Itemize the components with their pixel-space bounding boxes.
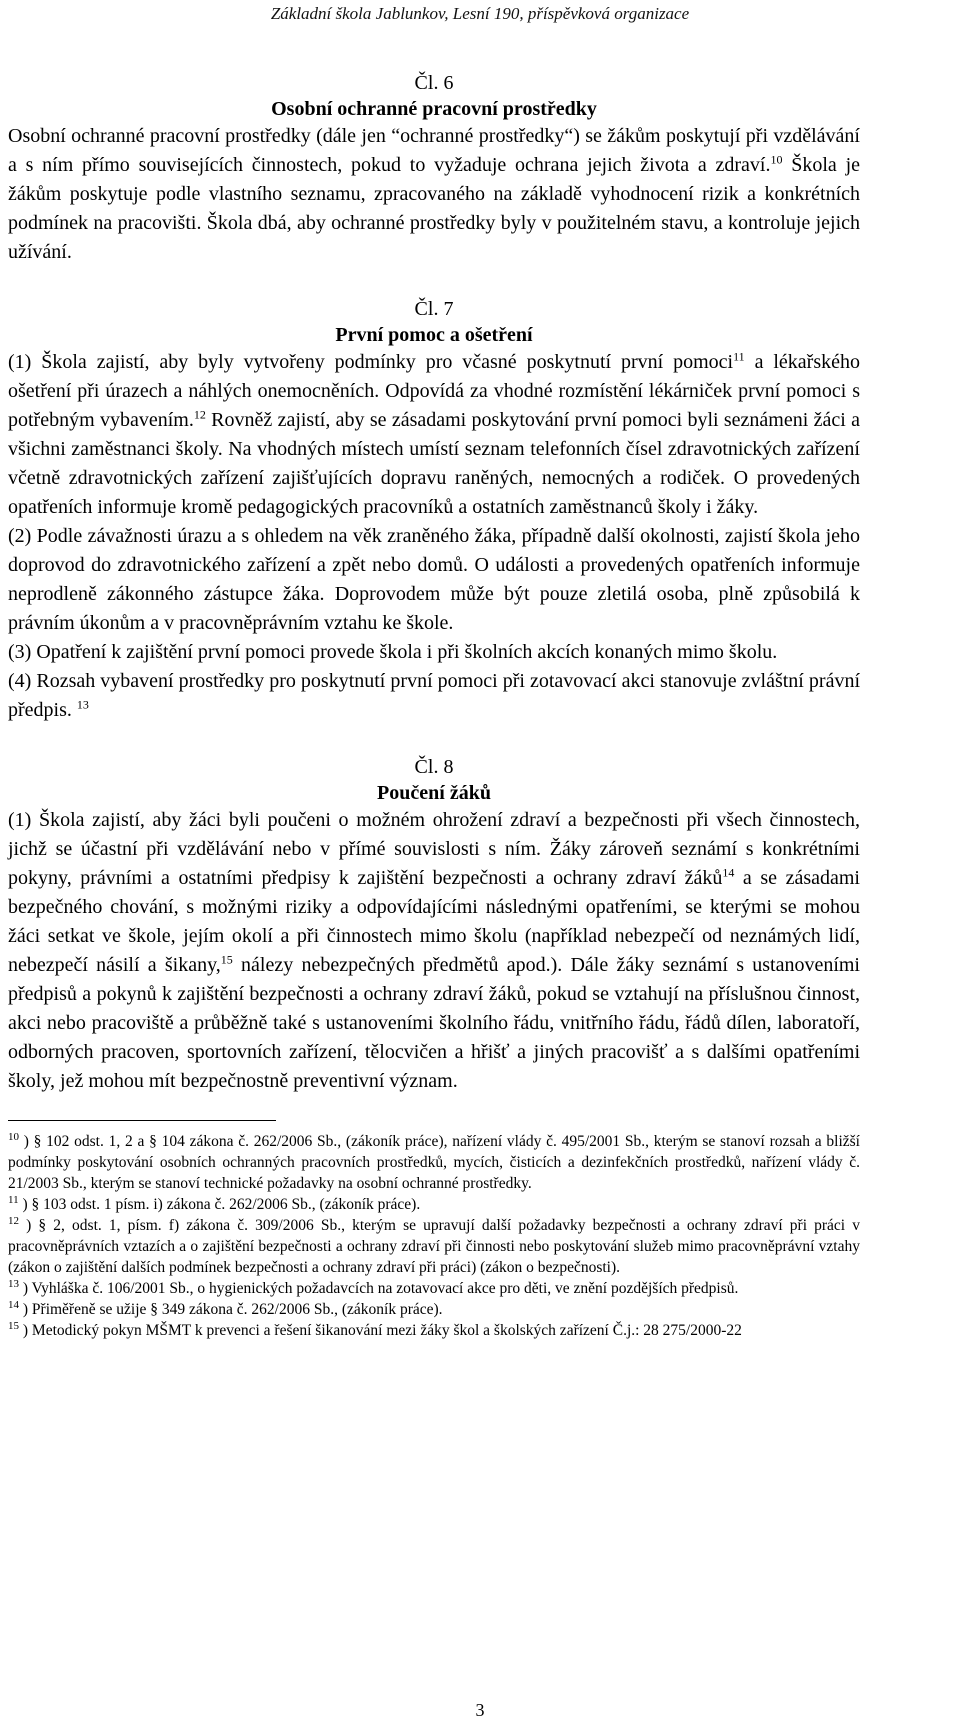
page-number: 3: [475, 1700, 485, 1720]
paragraph-text: a se zásadami bezpečného chování, s možnými riziky a odpovídajícími následnými opatřeními, se kterými se mohou žáci setkat ve škole, jejím okolí a při činnostech mimo školu (například nebezpečí od neznámých lidí, nebezpečí násilí a šikany,: [8, 867, 860, 976]
article-title: Osobní ochranné pracovní prostředky: [271, 98, 597, 120]
article-number: Čl. 7: [414, 298, 454, 320]
footnote-text: ) Vyhláška č. 106/2001 Sb., o hygienických požadavcích na zotavovací akce pro děti, ve znění pozdějších předpisů.: [19, 1280, 739, 1297]
article-paragraph: (2) Podle závažnosti úrazu a s ohledem na věk zraněného žáka, případně další okolnosti, zajistí škola jeho doprovod do zdravotnického zařízení a zpět nebo domů. O události a provedených opatřeních informuje neprodleně zákonného zástupce žáka. Doprovodem může být pouze zletilá osoba, plně způsobilá k právním úkonům a v pracovněprávním vztahu ke škole.: [8, 525, 860, 634]
paragraph-text: Osobní ochranné pracovní prostředky (dále jen “ochranné prostředky“) se žákům poskytují při vzdělávání a s ním přímo souvisejících činnostech, pokud to vyžaduje ochrana jejich života a zdraví.: [8, 125, 860, 176]
footnote-ref[interactable]: 10: [770, 152, 783, 167]
footnote-text: ) Přiměřeně se užije § 349 zákona č. 262/2006 Sb., (zákoník práce).: [19, 1301, 443, 1318]
article-paragraph: [8, 806, 860, 1096]
footnote-text: ) § 2, odst. 1, písm. f) zákona č. 309/2006 Sb., kterým se upravují další požadavky bezpečnosti a ochrany zdraví při práci v pracovněprávních vztazích a o zajištění bezpečnosti a ochrany zdraví při činnosti nebo poskytování služeb mimo pracovněprávní vztahy (zákon o zajištění dalších podmínek bezpečnosti a ochrany zdraví při práci) (zákon o bezpečnosti).: [8, 1217, 860, 1276]
article-paragraph: [8, 348, 860, 522]
article-number: Čl. 8: [414, 756, 454, 778]
footnote-ref[interactable]: 14: [722, 865, 735, 880]
footnote-item: [8, 1131, 860, 1194]
footnote-number: 12: [8, 1214, 19, 1227]
article-7: [8, 296, 860, 725]
footnote-number: 13: [8, 1277, 19, 1290]
footnotes: [8, 1131, 860, 1341]
footnote-ref[interactable]: 11: [733, 349, 745, 364]
article-6: [8, 70, 860, 267]
article-title: První pomoc a ošetření: [335, 324, 533, 346]
footnote-item: [8, 1299, 860, 1320]
footnote-number: 11: [8, 1193, 19, 1206]
article-number: Čl. 6: [414, 72, 454, 94]
article-title: Poučení žáků: [377, 782, 491, 804]
footnote-number: 10: [8, 1130, 19, 1143]
footnote-item: [8, 1320, 860, 1341]
paragraph-text: nálezy nebezpečných předmětů apod.). Dále žáky seznámí s ustanoveními předpisů a pokynů k zajištění bezpečnosti a ochrany zdraví žáků, pokud se vztahují na příslušnou činnost, akci nebo pracoviště a průběžně také s ustanoveními školního řádu, vnitřního řádu, řádů dílen, laboratoří, odborných pracoven, sportovních zařízení, tělocvičen a hřišť a jiných pracovišť a s dalšími opatřeními školy, jež mohou mít bezpečnostně preventivní význam.: [8, 954, 860, 1092]
paragraph-text: (1) Škola zajistí, aby byly vytvořeny podmínky pro včasné poskytnutí první pomoci: [8, 351, 734, 373]
article-paragraph: [8, 667, 860, 725]
footnote-text: ) § 102 odst. 1, 2 a § 104 zákona č. 262/2006 Sb., (zákoník práce), nařízení vlády č. 495/2001 Sb., kterým se stanoví rozsah a bližší podmínky poskytování osobních ochranných pracovních prostředků, mycích, čisticích a dezinfekčních prostředků, nařízení vlády č. 21/2003 Sb., kterým se stanoví technické požadavky na osobní ochranné prostředky.: [8, 1133, 860, 1192]
footnote-ref[interactable]: 13: [76, 697, 89, 712]
paragraph-text: Rovněž zajistí, aby se zásadami poskytování první pomoci byli seznámeni žáci a všichni zaměstnanci školy. Na vhodných místech umístí seznam telefonních čísel zdravotnických zařízení včetně zdravotnických zařízení zajišťujících dopravu raněných, nemocných a rodiček. O provedených opatřeních informuje kromě pedagogických pracovníků a ostatních zaměstnanců školy i žáky.: [8, 409, 860, 518]
article-paragraph: [8, 122, 860, 267]
footnote-ref[interactable]: 15: [220, 952, 233, 967]
footnote-number: 14: [8, 1298, 19, 1311]
footnote-item: [8, 1215, 860, 1278]
paragraph-text: Škola je žákům poskytuje podle vlastního seznamu, zpracovaného na základě vyhodnocení rizik a konkrétních podmínek na pracovišti. Škola dbá, aby ochranné prostředky byly v použitelném stavu, a kontroluje jejich užívání.: [8, 154, 861, 263]
footnote-item: [8, 1278, 860, 1299]
page-header: Základní škola Jablunkov, Lesní 190, příspěvková organizace: [270, 4, 690, 23]
paragraph-text: (1) Škola zajistí, aby žáci byli poučeni o možném ohrožení zdraví a bezpečnosti při všech činnostech, jichž se účastní při vzdělávání nebo v přímé souvislosti s ním. Žáky zároveň seznámí s konkrétními pokyny, právními a ostatními předpisy k zajištění bezpečnosti a ochrany zdraví žáků: [8, 809, 860, 889]
paragraph-text: (4) Rozsah vybavení prostředky pro poskytnutí první pomoci při zotavovací akci stanovuje zvláštní právní předpis.: [8, 670, 860, 721]
article-8: [8, 754, 860, 1096]
footnote-text: ) Metodický pokyn MŠMT k prevenci a řešení šikanování mezi žáky škol a školských zařízení Č.j.: 28 275/2000-22: [19, 1322, 742, 1339]
footnote-item: [8, 1194, 860, 1215]
paragraph-text: a lékařského ošetření při úrazech a náhlých onemocněních. Odpovídá za vhodné rozmístění lékárniček první pomoci s potřebným vybavením.: [8, 351, 860, 431]
footnote-text: ) § 103 odst. 1 písm. i) zákona č. 262/2006 Sb., (zákoník práce).: [18, 1196, 421, 1213]
article-paragraph: (3) Opatření k zajištění první pomoci provede škola i při školních akcích konaných mimo školu.: [8, 641, 778, 663]
footnote-separator: [8, 1120, 276, 1121]
document-body: [8, 70, 860, 1341]
footnote-number: 15: [8, 1319, 19, 1332]
footnote-ref[interactable]: 12: [193, 407, 206, 422]
